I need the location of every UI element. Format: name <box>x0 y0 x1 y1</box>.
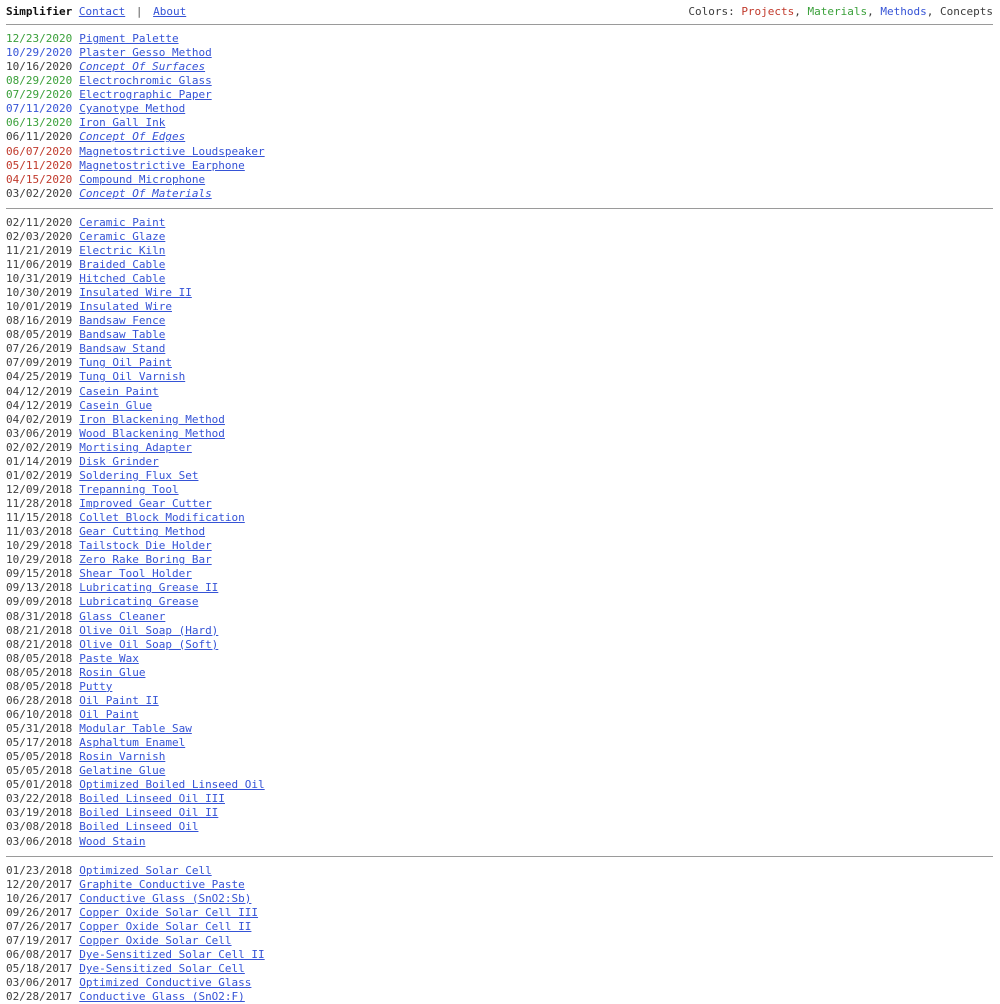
entry-date: 10/31/2019 <box>6 272 73 285</box>
entry-date: 12/23/2020 <box>6 32 73 45</box>
entry-date: 09/26/2017 <box>6 905 73 919</box>
entry-date: 08/31/2018 <box>6 609 73 623</box>
entry-link[interactable]: Dye-Sensitized Solar Cell <box>79 962 245 975</box>
list-item <box>6 624 993 638</box>
entry-date: 08/05/2018 <box>6 651 73 665</box>
entry-date: 04/15/2020 <box>6 172 73 186</box>
entry-link[interactable]: Hitched Cable <box>79 272 166 285</box>
entry-date: 04/02/2019 <box>6 412 73 426</box>
entry-link[interactable]: Gear Cutting Method <box>79 525 206 539</box>
list-item <box>6 878 993 892</box>
entry-date: 08/05/2018 <box>6 679 73 693</box>
top-bar <box>6 5 993 19</box>
entry-link[interactable]: Iron Blackening Method <box>79 412 225 426</box>
list-item <box>6 806 993 820</box>
entry-date: 09/13/2018 <box>6 581 73 595</box>
entry-link[interactable]: Bandsaw Table <box>79 328 166 342</box>
entry-link[interactable]: Modular Table Saw <box>79 722 192 735</box>
list-item <box>6 399 993 413</box>
entry-date: 07/26/2017 <box>6 919 73 933</box>
list-item <box>6 32 993 46</box>
entry-link[interactable]: Zero Rake Boring Bar <box>79 553 212 567</box>
list-item <box>6 581 993 595</box>
entry-link[interactable]: Copper Oxide Solar Cell <box>79 933 232 947</box>
entry-link[interactable]: Trepanning Tool <box>79 482 179 496</box>
entry-link[interactable]: Casein Glue <box>79 398 153 412</box>
list-item <box>6 539 993 553</box>
list-item <box>6 736 993 750</box>
list-item <box>6 159 993 173</box>
site-brand: Simplifier <box>6 5 73 18</box>
list-item <box>6 469 993 483</box>
entry-date: 11/03/2018 <box>6 525 73 539</box>
entry-date: 03/08/2018 <box>6 820 73 834</box>
list-item <box>6 130 993 144</box>
entry-date: 01/23/2018 <box>6 863 73 877</box>
list-item <box>6 314 993 328</box>
entry-link[interactable]: Bandsaw Fence <box>79 314 166 328</box>
color-legend: Colors: Projects, Materials, Methods, Concepts <box>688 5 993 18</box>
entry-list <box>6 216 993 849</box>
list-item <box>6 328 993 342</box>
list-item <box>6 708 993 722</box>
entry-date: 10/29/2020 <box>6 46 73 60</box>
list-item <box>6 370 993 384</box>
list-item <box>6 820 993 834</box>
entry-link[interactable]: Tung Oil Paint <box>79 356 172 370</box>
entry-date: 06/10/2018 <box>6 707 73 721</box>
nav-separator: | <box>135 5 143 18</box>
entry-date: 06/11/2020 <box>6 130 73 144</box>
legend-concepts: Concepts <box>940 5 993 18</box>
entry-link[interactable]: Conductive Glass (SnO2:Sb) <box>79 891 252 905</box>
legend-prefix: Colors: <box>688 5 735 18</box>
list-item <box>6 272 993 286</box>
list-item <box>6 216 993 230</box>
list-item <box>6 567 993 581</box>
entry-link[interactable]: Magnetostrictive Loudspeaker <box>79 144 265 158</box>
entry-date: 02/11/2020 <box>6 215 73 229</box>
list-item <box>6 694 993 708</box>
list-item <box>6 258 993 272</box>
entry-date: 01/02/2019 <box>6 468 73 482</box>
entry-date: 10/01/2019 <box>6 300 73 314</box>
entry-list <box>6 864 993 1004</box>
contact-link[interactable]: Contact <box>78 5 126 18</box>
list-item <box>6 300 993 314</box>
entry-link[interactable]: Ceramic Glaze <box>79 229 166 243</box>
entry-date: 12/09/2018 <box>6 482 73 496</box>
entry-link[interactable]: Casein Paint <box>79 384 159 398</box>
list-item <box>6 455 993 469</box>
entry-link[interactable]: Asphaltum Enamel <box>79 736 186 750</box>
list-item <box>6 962 993 976</box>
entry-link[interactable]: Improved Gear Cutter <box>79 497 212 510</box>
list-item <box>6 666 993 680</box>
entry-link[interactable]: Concept Of Surfaces <box>79 60 206 74</box>
entry-date: 06/08/2017 <box>6 947 73 961</box>
header-divider <box>6 24 993 25</box>
list-item <box>6 385 993 399</box>
entry-date: 07/29/2020 <box>6 88 73 102</box>
entry-link[interactable]: Magnetostrictive Earphone <box>79 158 245 172</box>
list-item <box>6 342 993 356</box>
entry-date: 05/31/2018 <box>6 722 73 735</box>
list-item <box>6 948 993 962</box>
list-item <box>6 906 993 920</box>
list-item <box>6 102 993 116</box>
list-item <box>6 286 993 300</box>
entry-link[interactable]: Olive Oil Soap (Soft) <box>79 637 219 651</box>
entry-link[interactable]: Electrographic Paper <box>79 88 212 102</box>
list-item <box>6 46 993 60</box>
entry-link[interactable]: Bandsaw Stand <box>79 342 166 356</box>
list-item <box>6 145 993 159</box>
entry-date: 07/09/2019 <box>6 356 73 370</box>
entry-date: 05/17/2018 <box>6 736 73 750</box>
list-item <box>6 74 993 88</box>
list-item <box>6 595 993 609</box>
entry-date: 06/07/2020 <box>6 144 73 158</box>
list-item <box>6 920 993 934</box>
list-item <box>6 427 993 441</box>
entry-link[interactable]: Ceramic Paint <box>79 215 166 229</box>
entry-link[interactable]: Compound Microphone <box>79 172 206 186</box>
entry-list <box>6 32 993 201</box>
entry-date: 02/28/2017 <box>6 990 73 1004</box>
entry-link[interactable]: Plaster Gesso Method <box>79 46 212 60</box>
entry-date: 09/09/2018 <box>6 595 73 609</box>
legend-methods: Methods <box>880 5 927 18</box>
list-item <box>6 892 993 906</box>
list-item <box>6 638 993 652</box>
entry-link[interactable]: Optimized Boiled Linseed Oil <box>79 778 265 792</box>
entry-date: 08/16/2019 <box>6 314 73 328</box>
entry-date: 07/11/2020 <box>6 102 73 116</box>
entry-link[interactable]: Boiled Linseed Oil II <box>79 806 219 820</box>
entry-date: 12/20/2017 <box>6 877 73 891</box>
list-item <box>6 173 993 187</box>
entry-date: 10/26/2017 <box>6 891 73 905</box>
list-item <box>6 441 993 455</box>
list-item <box>6 553 993 567</box>
section-divider <box>6 856 993 857</box>
entry-link[interactable]: Braided Cable <box>79 257 166 271</box>
entry-link[interactable]: Olive Oil Soap (Hard) <box>79 623 219 637</box>
entry-date: 10/29/2018 <box>6 553 73 567</box>
entry-link[interactable]: Shear Tool Holder <box>79 567 192 581</box>
list-item <box>6 116 993 130</box>
entry-link[interactable]: Insulated Wire <box>79 300 172 314</box>
entry-date: 05/05/2018 <box>6 764 73 778</box>
list-item <box>6 652 993 666</box>
legend-projects: Projects <box>741 5 795 18</box>
entry-link[interactable]: Mortising Adapter <box>79 440 192 454</box>
list-item <box>6 778 993 792</box>
entry-date: 04/25/2019 <box>6 370 73 384</box>
entry-date: 11/21/2019 <box>6 243 73 257</box>
entry-link[interactable]: Dye-Sensitized Solar Cell II <box>79 947 265 961</box>
entry-link[interactable]: Rosin Varnish <box>79 750 166 764</box>
entry-date: 05/11/2020 <box>6 158 73 172</box>
list-item <box>6 610 993 624</box>
entry-date: 06/28/2018 <box>6 693 73 707</box>
entry-link[interactable]: Copper Oxide Solar Cell II <box>79 919 252 933</box>
list-item <box>6 356 993 370</box>
entry-link[interactable]: Cyanotype Method <box>79 102 186 116</box>
entry-link[interactable]: Paste Wax <box>79 651 139 665</box>
list-item <box>6 60 993 74</box>
entry-date: 10/16/2020 <box>6 60 73 74</box>
entry-date: 08/05/2019 <box>6 328 73 342</box>
entry-link[interactable]: Gelatine Glue <box>79 764 166 778</box>
legend-materials: Materials <box>807 5 868 18</box>
entry-sections <box>6 32 993 1004</box>
entry-date: 08/21/2018 <box>6 623 73 637</box>
entry-link[interactable]: Insulated Wire II <box>79 286 192 300</box>
entry-date: 10/29/2018 <box>6 539 73 553</box>
entry-link[interactable]: Tung Oil Varnish <box>79 370 186 384</box>
list-item <box>6 750 993 764</box>
entry-link[interactable]: Rosin Glue <box>79 665 146 679</box>
entry-link[interactable]: Glass Cleaner <box>79 609 166 623</box>
entry-date: 07/19/2017 <box>6 933 73 947</box>
entry-date: 04/12/2019 <box>6 384 73 398</box>
entry-link[interactable]: Conductive Glass (SnO2:F) <box>79 990 245 1004</box>
list-item <box>6 413 993 427</box>
list-item <box>6 497 993 511</box>
entry-date: 06/13/2020 <box>6 116 73 130</box>
entry-link[interactable]: Soldering Flux Set <box>79 468 199 482</box>
entry-date: 05/05/2018 <box>6 750 73 764</box>
entry-link[interactable]: Pigment Palette <box>79 32 179 45</box>
entry-link[interactable]: Boiled Linseed Oil III <box>79 792 225 806</box>
entry-date: 03/02/2020 <box>6 186 73 200</box>
entry-date: 09/15/2018 <box>6 567 73 581</box>
list-item <box>6 511 993 525</box>
entry-link[interactable]: Optimized Solar Cell <box>79 863 212 877</box>
entry-link[interactable]: Lubricating Grease <box>79 595 199 609</box>
entry-date: 08/21/2018 <box>6 637 73 651</box>
entry-link[interactable]: Collet Block Modification <box>79 511 245 525</box>
entry-date: 03/22/2018 <box>6 792 73 806</box>
entry-link[interactable]: Putty <box>79 679 113 693</box>
list-item <box>6 88 993 102</box>
nav <box>6 5 186 19</box>
list-item <box>6 764 993 778</box>
entry-date: 08/29/2020 <box>6 74 73 88</box>
list-item <box>6 976 993 990</box>
entry-link[interactable]: Concept Of Materials <box>79 186 212 200</box>
entry-link[interactable]: Iron Gall Ink <box>79 116 166 130</box>
list-item <box>6 722 993 736</box>
list-item <box>6 230 993 244</box>
list-item <box>6 680 993 694</box>
entry-date: 11/15/2018 <box>6 511 73 525</box>
entry-date: 03/19/2018 <box>6 806 73 820</box>
entry-link[interactable]: Oil Paint II <box>79 693 159 707</box>
about-link[interactable]: About <box>153 5 187 18</box>
entry-date: 05/01/2018 <box>6 778 73 792</box>
entry-date: 02/02/2019 <box>6 440 73 454</box>
list-item <box>6 934 993 948</box>
entry-date: 11/28/2018 <box>6 497 73 510</box>
list-item <box>6 525 993 539</box>
list-item <box>6 244 993 258</box>
section-divider <box>6 208 993 209</box>
list-item <box>6 864 993 878</box>
list-item <box>6 990 993 1004</box>
list-item <box>6 187 993 201</box>
entry-date: 03/06/2017 <box>6 976 73 990</box>
entry-link[interactable]: Electric Kiln <box>79 243 166 257</box>
entry-link[interactable]: Oil Paint <box>79 707 139 721</box>
entry-date: 07/26/2019 <box>6 342 73 356</box>
list-item <box>6 835 993 849</box>
entry-date: 03/06/2019 <box>6 426 73 440</box>
entry-date: 10/30/2019 <box>6 286 73 300</box>
entry-link[interactable]: Concept Of Edges <box>79 130 186 144</box>
entry-link[interactable]: Copper Oxide Solar Cell III <box>79 905 259 919</box>
entry-link[interactable]: Wood Stain <box>79 834 146 848</box>
entry-date: 01/14/2019 <box>6 454 73 468</box>
entry-link[interactable]: Disk Grinder <box>79 454 159 468</box>
entry-link[interactable]: Boiled Linseed Oil <box>79 820 199 834</box>
entry-link[interactable]: Electrochromic Glass <box>79 74 212 88</box>
entry-link[interactable]: Lubricating Grease II <box>79 581 219 595</box>
entry-date: 02/03/2020 <box>6 229 73 243</box>
entry-link[interactable]: Wood Blackening Method <box>79 426 225 440</box>
entry-date: 08/05/2018 <box>6 665 73 679</box>
entry-date: 03/06/2018 <box>6 834 73 848</box>
entry-date: 11/06/2019 <box>6 257 73 271</box>
entry-link[interactable]: Graphite Conductive Paste <box>79 877 245 891</box>
list-item <box>6 792 993 806</box>
list-item <box>6 483 993 497</box>
entry-link[interactable]: Tailstock Die Holder <box>79 539 212 553</box>
entry-date: 05/18/2017 <box>6 962 73 975</box>
entry-link[interactable]: Optimized Conductive Glass <box>79 976 252 990</box>
entry-date: 04/12/2019 <box>6 398 73 412</box>
